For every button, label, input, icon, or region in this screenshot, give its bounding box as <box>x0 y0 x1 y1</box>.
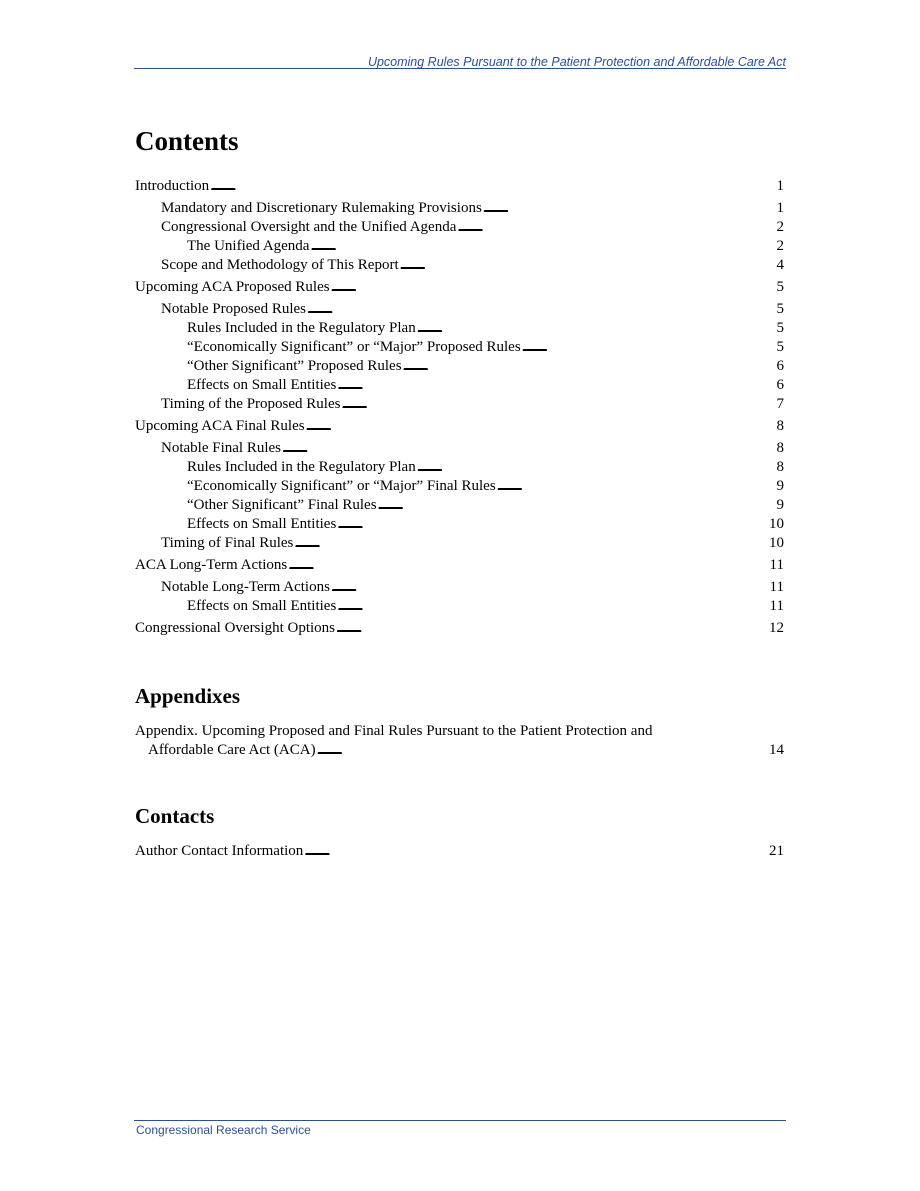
dot-leader <box>417 319 776 338</box>
toc-entry-page: 5 <box>776 279 784 295</box>
toc-entry-page: 5 <box>776 320 784 336</box>
toc-entry-page: 14 <box>769 742 784 758</box>
dot-leader <box>317 741 768 760</box>
running-header-title: Upcoming Rules Pursuant to the Patient Protection and Affordable Care Act <box>367 55 786 69</box>
toc-entry-final-economically-significant[interactable] <box>135 477 784 496</box>
toc-entry-long-term-small-entities[interactable] <box>135 597 784 616</box>
toc-entry-proposed-other-significant[interactable] <box>135 357 784 376</box>
toc-entry-title: Timing of Final Rules <box>161 535 294 551</box>
toc-entry-page: 6 <box>776 358 784 374</box>
toc-entry-title: Effects on Small Entities <box>187 598 337 614</box>
toc-entry-congressional-oversight-agenda[interactable] <box>135 218 784 237</box>
toc-entry-final-other-significant[interactable] <box>135 496 784 515</box>
toc-entry-final-regulatory-plan[interactable] <box>135 458 784 477</box>
contacts-heading: Contacts <box>135 804 215 828</box>
header-rule <box>134 68 786 69</box>
toc-entry-title-line1: Appendix. Upcoming Proposed and Final Rules Pursuant to the Patient Protection and <box>135 723 653 739</box>
dot-leader <box>310 237 775 256</box>
toc-entry-long-term-actions[interactable] <box>135 556 784 575</box>
dot-leader <box>331 578 769 597</box>
toc-entry-title: Introduction <box>135 178 210 194</box>
toc-entry-title: Scope and Methodology of This Report <box>161 257 399 273</box>
toc-entry-upcoming-proposed-rules[interactable] <box>135 278 784 297</box>
toc-entry-title: Notable Final Rules <box>161 440 281 456</box>
toc-entry-title: Congressional Oversight and the Unified Agenda <box>161 219 457 235</box>
contents-heading: Contents <box>135 126 239 156</box>
toc-entry-title: Mandatory and Discretionary Rulemaking Provisions <box>161 200 482 216</box>
toc-entry-page: 7 <box>776 396 784 412</box>
toc-entry-title: “Economically Significant” or “Major” Proposed Rules <box>187 339 521 355</box>
footer-publisher: Congressional Research Service <box>136 1123 311 1137</box>
dot-leader <box>337 597 768 616</box>
table-of-contents <box>135 177 784 638</box>
toc-entry-timing-final-rules[interactable] <box>135 534 784 553</box>
dot-leader <box>331 278 776 297</box>
toc-entry-title: The Unified Agenda <box>187 238 310 254</box>
toc-entry-notable-final-rules[interactable] <box>135 439 784 458</box>
dot-leader <box>336 619 768 638</box>
toc-entry-page: 2 <box>776 238 784 254</box>
dot-leader <box>457 218 775 237</box>
toc-entry-page: 9 <box>776 497 784 513</box>
toc-entry-title: “Economically Significant” or “Major” Final Rules <box>187 478 496 494</box>
toc-entry-title: Upcoming ACA Proposed Rules <box>135 279 330 295</box>
dot-leader <box>403 357 776 376</box>
toc-entry-proposed-regulatory-plan[interactable] <box>135 319 784 338</box>
toc-entry-page: 5 <box>776 301 784 317</box>
dot-leader <box>341 395 775 414</box>
toc-entry-page: 2 <box>776 219 784 235</box>
toc-entry-page: 4 <box>776 257 784 273</box>
toc-entry-title: Notable Long-Term Actions <box>161 579 330 595</box>
toc-entry-page: 5 <box>776 339 784 355</box>
dot-leader <box>210 177 775 196</box>
toc-entry-page: 11 <box>769 557 784 573</box>
toc-entry-title: Effects on Small Entities <box>187 516 337 532</box>
toc-entry-title: “Other Significant” Final Rules <box>187 497 377 513</box>
contacts-list <box>135 842 784 861</box>
toc-entry-page: 8 <box>776 459 784 475</box>
toc-entry-final-small-entities[interactable] <box>135 515 784 534</box>
toc-entry-title: ACA Long-Term Actions <box>135 557 288 573</box>
dot-leader <box>497 477 776 496</box>
dot-leader <box>337 515 768 534</box>
dot-leader <box>400 256 776 275</box>
footer-rule <box>134 1120 786 1121</box>
dot-leader <box>294 534 768 553</box>
toc-entry-title: Notable Proposed Rules <box>161 301 306 317</box>
toc-entry-page: 10 <box>769 516 784 532</box>
toc-entry-title-line2: Affordable Care Act (ACA) <box>148 742 316 758</box>
dot-leader <box>304 842 768 861</box>
toc-entry-page: 11 <box>769 598 784 614</box>
dot-leader <box>378 496 776 515</box>
toc-entry-timing-proposed-rules[interactable] <box>135 395 784 414</box>
toc-entry-congressional-oversight-options[interactable] <box>135 619 784 638</box>
dot-leader <box>417 458 776 477</box>
toc-entry-title: Congressional Oversight Options <box>135 620 335 636</box>
toc-entry-introduction[interactable] <box>135 177 784 196</box>
dot-leader <box>337 376 775 395</box>
dot-leader <box>288 556 768 575</box>
toc-entry-title: Rules Included in the Regulatory Plan <box>187 320 416 336</box>
dot-leader <box>522 338 776 357</box>
appendixes-list <box>135 722 784 760</box>
toc-entry-title: Author Contact Information <box>135 843 304 859</box>
toc-entry-unified-agenda[interactable] <box>135 237 784 256</box>
toc-entry-scope-methodology[interactable] <box>135 256 784 275</box>
toc-entry-mandatory-discretionary[interactable] <box>135 199 784 218</box>
toc-entry-page: 21 <box>769 843 784 859</box>
toc-entry-proposed-economically-significant[interactable] <box>135 338 784 357</box>
toc-entry-title: Upcoming ACA Final Rules <box>135 418 305 434</box>
toc-entry-title: Timing of the Proposed Rules <box>161 396 341 412</box>
toc-entry-continuation <box>135 741 784 760</box>
toc-entry-notable-proposed-rules[interactable] <box>135 300 784 319</box>
toc-entry-page: 9 <box>776 478 784 494</box>
toc-entry-page: 10 <box>769 535 784 551</box>
dot-leader <box>282 439 776 458</box>
toc-entry-page: 8 <box>776 440 784 456</box>
dot-leader <box>307 300 776 319</box>
toc-entry-title: Rules Included in the Regulatory Plan <box>187 459 416 475</box>
toc-entry-proposed-small-entities[interactable] <box>135 376 784 395</box>
dot-leader <box>483 199 776 218</box>
toc-entry-page: 8 <box>776 418 784 434</box>
dot-leader <box>306 417 776 436</box>
toc-entry-title: Effects on Small Entities <box>187 377 337 393</box>
toc-entry-page: 11 <box>769 579 784 595</box>
toc-entry-page: 1 <box>776 178 784 194</box>
toc-entry-upcoming-final-rules[interactable] <box>135 417 784 436</box>
appendixes-heading: Appendixes <box>135 684 241 708</box>
toc-entry-page: 6 <box>776 377 784 393</box>
toc-entry-title: “Other Significant” Proposed Rules <box>187 358 402 374</box>
toc-entry-notable-long-term-actions[interactable] <box>135 578 784 597</box>
toc-entry-author-contact[interactable] <box>135 842 784 861</box>
toc-entry-appendix[interactable] <box>135 722 784 760</box>
toc-entry-page: 1 <box>776 200 784 216</box>
toc-entry-page: 12 <box>769 620 784 636</box>
